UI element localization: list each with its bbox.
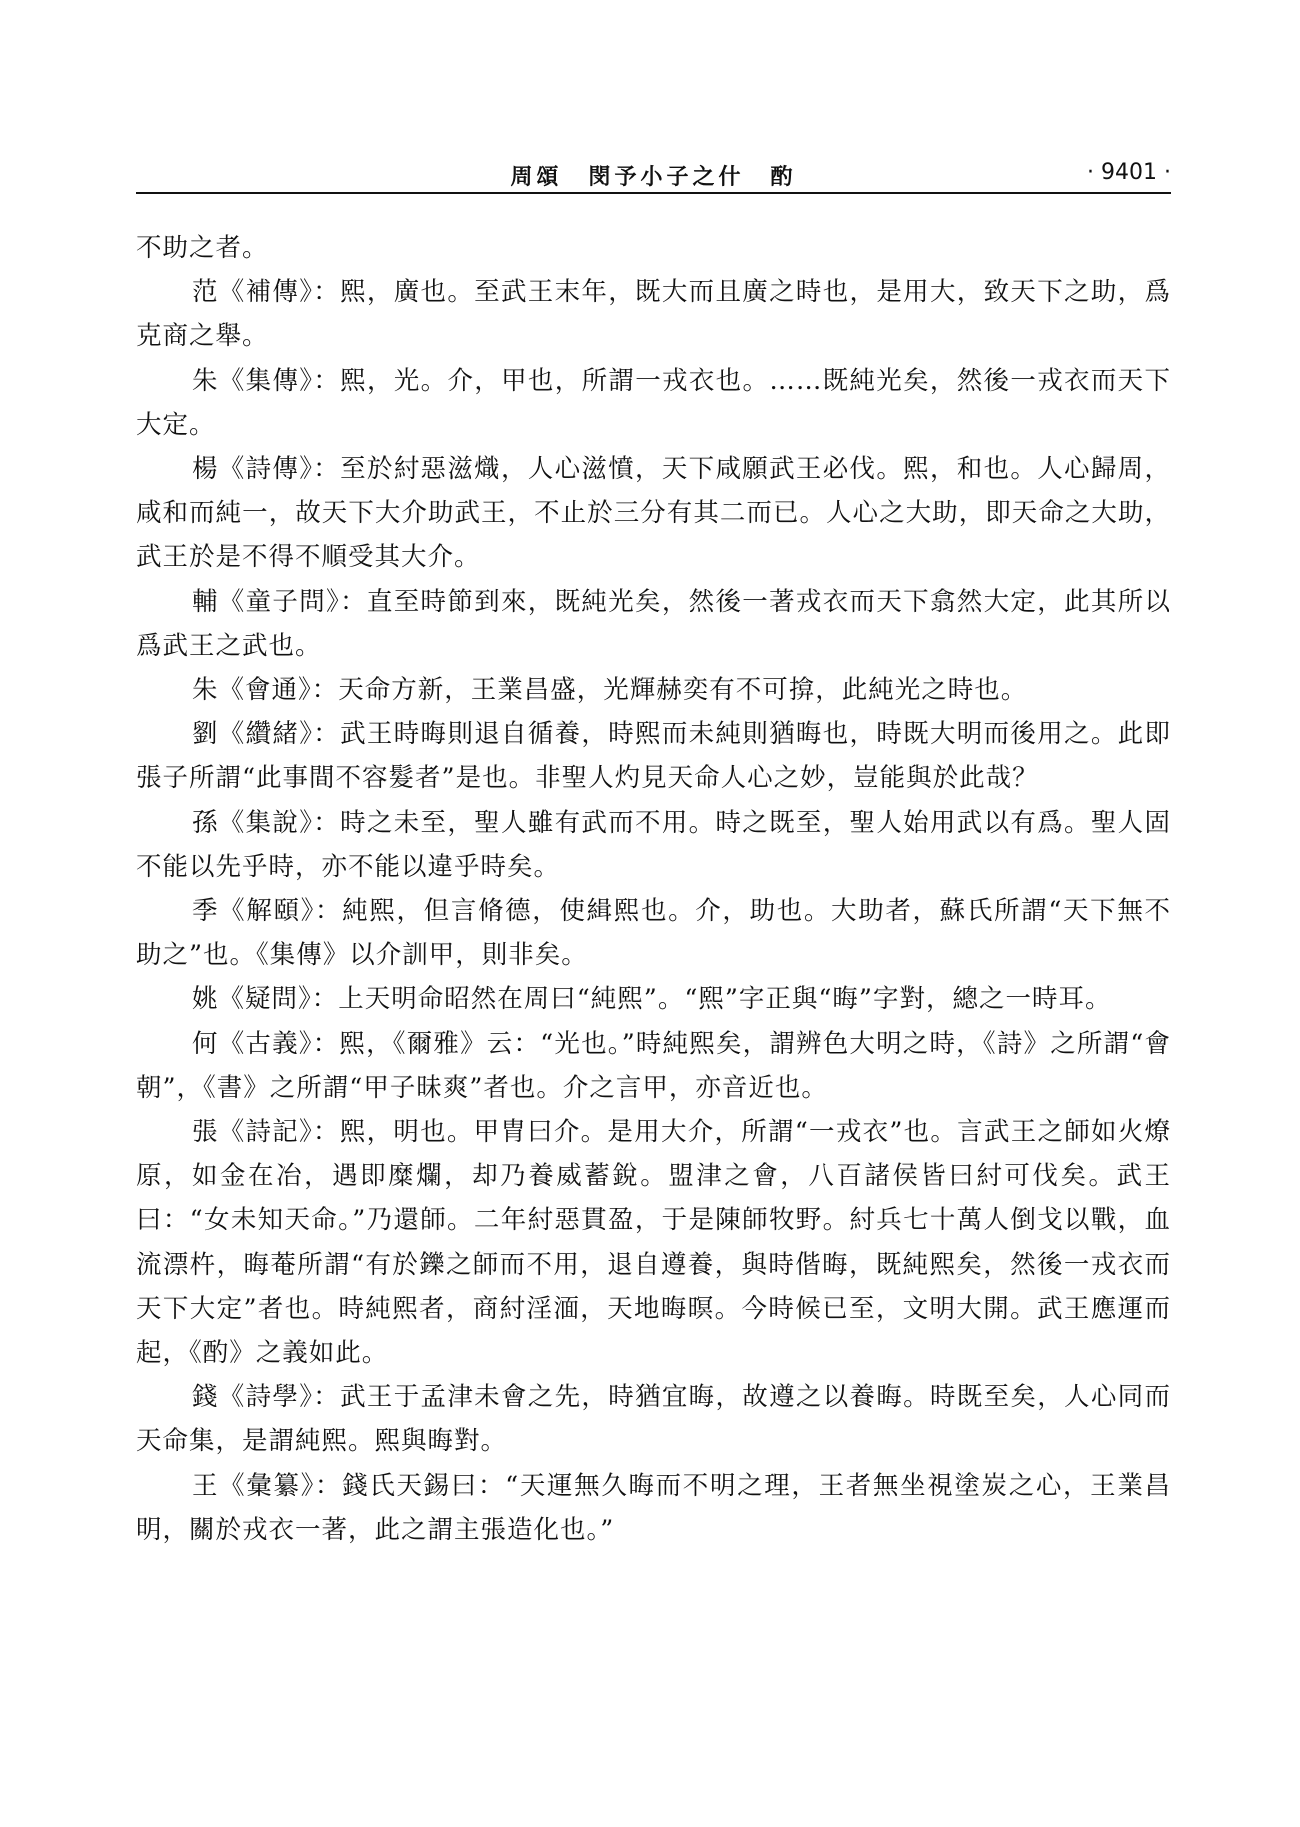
paragraph-fu-tongziwen: 輔《童子問》：直至時節到來，既純光矣，然後一著戎衣而天下翕然大定，此其所以爲武王之武也。 — [136, 586, 1171, 661]
paragraph-qian-shixue: 錢《詩學》：武王于孟津未會之先，時猶宜晦，故遵之以養晦。時既至矣，人心同而天命集，是謂純熙。熙與晦對。 — [136, 1382, 1171, 1457]
paragraph-zhu-jizhuan: 朱《集傳》：熙，光。介，甲也，所謂一戎衣也。……既純光矣，然後一戎衣而天下大定。 — [136, 365, 1171, 440]
paragraph-liu-zuanxu: 劉《纘緒》：武王時晦則退自循養，時熙而未純則猶晦也，時既大明而後用之。此即張子所謂“此事間不容髮者”是也。非聖人灼見天命人心之妙，豈能與於此哉？ — [136, 719, 1171, 794]
paragraph-wang-huizuan: 王《彙纂》：錢氏天錫曰：“天運無久晦而不明之理，王者無坐視塗炭之心，王業昌明，關於戎衣一著，此之謂主張造化也。” — [136, 1470, 1171, 1545]
header-title: 周頌 閔予小子之什 酌 — [510, 165, 797, 190]
paragraph-fan-buzhuan: 范《補傳》：熙，廣也。至武王末年，既大而且廣之時也，是用大，致天下之助，爲克商之舉。 — [136, 277, 1171, 352]
page-number: · 9401 · — [1087, 160, 1171, 185]
paragraph-zhang-shiji: 張《詩記》：熙，明也。甲胄曰介。是用大介，所謂“一戎衣”也。言武王之師如火燎原，如金在冶，遇即糜爛，却乃養威蓄銳。盟津之會，八百諸侯皆曰紂可伐矣。武王曰：“女未知天命。”乃還師。二年紂惡貫盈，于是陳師牧野。紂兵七十萬人倒戈以戰，血流漂杵，晦菴所謂“有於鑠之師而不用，退自遵養，與時偕晦，既純熙矣，然後一戎衣而天下大定”者也。時純熙者，商紂淫湎，天地晦暝。今時候已至，文明大開。武王應運而起，《酌》之義如此。 — [136, 1117, 1171, 1369]
paragraph-yao-yiwen: 姚《疑問》：上天明命昭然在周曰“純熙”。“熙”字正與“晦”字對，總之一時耳。 — [192, 984, 1112, 1015]
running-header — [136, 148, 1171, 194]
paragraph-continuation: 不助之者。 — [136, 233, 269, 263]
paragraph-sun-jishuo: 孫《集說》：時之未至，聖人雖有武而不用。時之既至，聖人始用武以有爲。聖人固不能以先乎時，亦不能以違乎時矣。 — [136, 807, 1171, 882]
paragraph-ji-jieyi: 季《解頤》：純熙，但言脩德，使緝熙也。介，助也。大助者，蘇氏所謂“天下無不助之”也。《集傳》以介訓甲，則非矣。 — [136, 896, 1171, 971]
paragraph-he-guyi: 何《古義》：熙，《爾雅》云：“光也。”時純熙矣，謂辨色大明之時，《詩》之所謂“會朝”，《書》之所謂“甲子昧爽”者也。介之言甲，亦音近也。 — [136, 1028, 1171, 1103]
body-text — [136, 226, 1171, 1552]
paragraph-zhu-huitong: 朱《會通》：天命方新，王業昌盛，光輝赫奕有不可揜，此純光之時也。 — [192, 675, 1028, 706]
paragraph-yang-shizhuan: 楊《詩傳》：至於紂惡滋熾，人心滋憤，天下咸願武王必伐。熙，和也。人心歸周，咸和而純一，故天下大介助武王，不止於三分有其二而已。人心之大助，即天命之大助，武王於是不得不順受其大介。 — [136, 454, 1171, 573]
